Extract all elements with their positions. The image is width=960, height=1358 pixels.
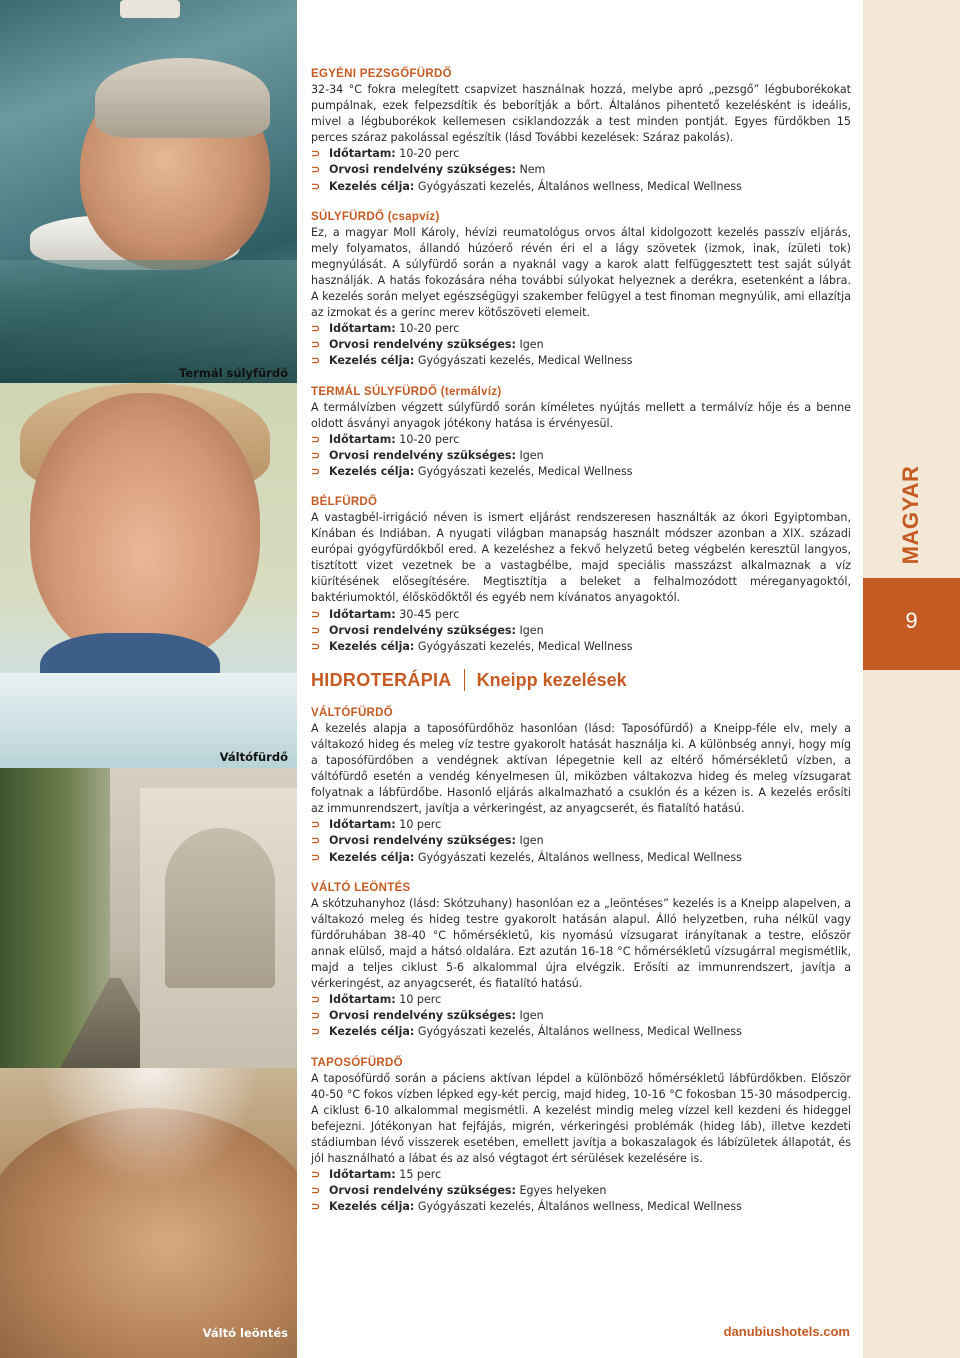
detail-value: Gyógyászati kezelés, Általános wellness, Medical Wellness (417, 850, 742, 864)
section-body: A vastagbél-irrigáció néven is ismert eljárást rendszeresen használták az ókori Egyiptomban, Kínában és Indiában. A nyugati világban manapság használt módszer azonban a XIX. századi európai gyógyfürdőkből ered. A kezeléshez a fekvő helyzetű beteg végbelén keresztül langyos, tisztított vizet vezetnek be a vastagbélbe, majd speciális masszázst alkalmaznak a víz kiürítésének elősegítésére. Megtisztítja a beleket a felhalmozódott méreganyagoktól, baktériumoktól, élősködőktől és egyéb nem kívánatos anyagoktól. (311, 510, 851, 605)
treatment-section (311, 66, 851, 195)
hydrotherapy-header (311, 669, 851, 691)
detail-label: Időtartam: (329, 432, 396, 446)
detail-value: 15 perc (399, 1168, 442, 1182)
section-title: SÚLYFÜRDŐ (csapvíz) (311, 210, 440, 223)
detail-item (311, 1008, 851, 1024)
detail-value: Igen (519, 448, 544, 462)
pool-water (0, 260, 297, 383)
detail-list (311, 432, 851, 480)
fountain-niche (165, 828, 275, 988)
detail-label: Időtartam: (329, 147, 396, 161)
bullet-arrow-icon: ⊃ (311, 607, 321, 621)
bullet-arrow-icon: ⊃ (311, 1200, 321, 1214)
detail-label: Orvosi rendelvény szükséges: (329, 834, 516, 848)
detail-value: 10-20 perc (399, 322, 460, 336)
detail-value: Gyógyászati kezelés, Medical Wellness (417, 354, 633, 368)
detail-label: Időtartam: (329, 1168, 396, 1182)
bullet-arrow-icon: ⊃ (311, 1009, 321, 1023)
section-title: TAPOSÓFÜRDŐ (311, 1056, 403, 1069)
detail-item (311, 1199, 851, 1215)
detail-label: Időtartam: (329, 322, 396, 336)
section-body: A taposófürdő során a páciens aktívan lépdel a különböző hőmérsékletű lábfürdőkben. Először 40-50 °C fokos vízben lépked egy-két percig, majd hideg, 10-16 °C fokosban 15-30 másodpercig. A ciklust 6-10 alkalommal megismétli. A kezelést mindig meleg vízzel kell kezdeni és hideggel befejezni. Jótékonyan hat fejfájás, migrén, vérkeringési problémák (hideg láb), illetve kezdeti stádiumban lévő visszerek esetében, emellett javítja a bokaszalagok és lábízületek állapotát, és jól használható a lábat és az alsó végtagot ért sérülések kezelésére is. (311, 1071, 851, 1165)
photo-caption: Váltó leöntés (202, 1326, 288, 1340)
water-spray (40, 1068, 260, 1188)
detail-item (311, 817, 851, 833)
bullet-arrow-icon: ⊃ (311, 1184, 321, 1198)
detail-value: Gyógyászati kezelés, Medical Wellness (417, 639, 633, 653)
detail-label: Kezelés célja: (329, 179, 415, 193)
detail-value: Igen (519, 834, 544, 848)
detail-item (311, 1183, 851, 1199)
detail-item (311, 337, 851, 353)
detail-item (311, 607, 851, 623)
detail-value: 30-45 perc (399, 607, 460, 621)
bullet-arrow-icon: ⊃ (311, 147, 321, 161)
detail-label: Kezelés célja: (329, 850, 415, 864)
section-body: A termálvízben végzett súlyfürdő során kíméletes nyújtás mellett a termálvíz hője és a benne oldott ásványi anyagok jótékony hatása is érvényesül. (311, 400, 851, 430)
detail-label: Kezelés célja: (329, 464, 415, 478)
woman-hair (95, 58, 270, 138)
section-body: 32-34 °C fokra melegített csapvizet használnak hozzá, melybe apró „pezsgő” légbuborékokat pumpálnak, ezek felpezsdítik és beborítják a bőrt. Általános pihentető kezelésként is ideális, mivel a légbuborékok kellemesen csiklandozzák a test minden pontját. Egyes fürdőkben 15 perces száraz pakolással egészítik (lásd További kezelések: Száraz pakolás). (311, 83, 851, 145)
detail-label: Kezelés célja: (329, 354, 415, 368)
title-divider (464, 669, 465, 691)
bullet-arrow-icon: ⊃ (311, 818, 321, 832)
detail-item (311, 432, 851, 448)
detail-label: Orvosi rendelvény szükséges: (329, 338, 516, 352)
language-text: MAGYAR (898, 465, 923, 565)
bullet-arrow-icon: ⊃ (311, 322, 321, 336)
bottom-sections (311, 705, 851, 1216)
photo-fountain (0, 768, 297, 1068)
detail-value: Igen (519, 623, 544, 637)
bullet-arrow-icon: ⊃ (311, 163, 321, 177)
detail-label: Orvosi rendelvény szükséges: (329, 1184, 516, 1198)
detail-value: Igen (519, 338, 544, 352)
bullet-arrow-icon: ⊃ (311, 1025, 321, 1039)
bullet-arrow-icon: ⊃ (311, 354, 321, 368)
detail-value: Nem (519, 163, 546, 177)
suspension-bar (120, 0, 180, 18)
detail-list (311, 607, 851, 655)
detail-value: Gyógyászati kezelés, Általános wellness, Medical Wellness (417, 1025, 742, 1039)
treatment-section (311, 494, 851, 655)
detail-item (311, 162, 851, 178)
footer-url[interactable]: danubiushotels.com (723, 1324, 850, 1339)
bullet-arrow-icon: ⊃ (311, 464, 321, 478)
detail-label: Kezelés célja: (329, 1025, 415, 1039)
bullet-arrow-icon: ⊃ (311, 1168, 321, 1182)
bullet-arrow-icon: ⊃ (311, 179, 321, 193)
detail-list (311, 321, 851, 369)
photo-alternating-bath (0, 383, 297, 768)
detail-list (311, 817, 851, 865)
detail-value: 10-20 perc (399, 147, 460, 161)
detail-item (311, 992, 851, 1008)
detail-label: Orvosi rendelvény szükséges: (329, 623, 516, 637)
detail-label: Orvosi rendelvény szükséges: (329, 1009, 516, 1023)
bullet-arrow-icon: ⊃ (311, 850, 321, 864)
photo-caption: Termál súlyfürdő (179, 366, 288, 380)
hydrotherapy-title: HIDROTERÁPIA (311, 669, 452, 690)
detail-value: 10 perc (399, 818, 442, 832)
section-title: EGYÉNI PEZSGŐFÜRDŐ (311, 68, 452, 80)
detail-item (311, 464, 851, 480)
detail-item (311, 448, 851, 464)
detail-label: Orvosi rendelvény szükséges: (329, 448, 516, 462)
bullet-arrow-icon: ⊃ (311, 639, 321, 653)
detail-value: Gyógyászati kezelés, Medical Wellness (417, 464, 633, 478)
treatment-section (311, 1055, 851, 1216)
detail-list (311, 146, 851, 194)
kneipp-subtitle: Kneipp kezelések (476, 669, 627, 690)
detail-value: Egyes helyeken (519, 1184, 607, 1198)
detail-value: Gyógyászati kezelés, Általános wellness, Medical Wellness (417, 1200, 742, 1214)
top-sections (311, 66, 851, 655)
detail-item (311, 146, 851, 162)
bullet-arrow-icon: ⊃ (311, 448, 321, 462)
treatment-section (311, 384, 851, 480)
bullet-arrow-icon: ⊃ (311, 623, 321, 637)
bullet-arrow-icon: ⊃ (311, 834, 321, 848)
sidebar (863, 0, 960, 1358)
photo-shower-back (0, 1068, 297, 1358)
section-title: VÁLTÓFÜRDŐ (311, 706, 394, 719)
detail-item (311, 353, 851, 369)
section-body: A kezelés alapja a taposófürdőhöz hasonlóan (lásd: Taposófürdő) a Kneipp-féle elv, mely a váltakozó hideg és meleg víz testre gyakorolt hatását használja ki. A különbség annyi, hogy míg a taposófürdőben a vendégnek aktívan lépegetnie kell az eltérő hőmérsékletű vízben, a váltófürdő esetén a vendég kényelmesen ül, miközben váltakozva hideg és meleg vízsugarat folyatnak a lábfürdőbe. Hasonló eljárás alkalmazható a csuklón és a kézen is. A kezelés erősíti az immunrendszert, javítja a vérkeringést, az anyagcserét, és fiatalító hatású. (311, 721, 851, 816)
detail-value: 10 perc (399, 993, 442, 1007)
detail-item (311, 179, 851, 195)
detail-label: Kezelés célja: (329, 1200, 415, 1214)
section-title: BÉLFÜRDŐ (311, 495, 378, 508)
bullet-arrow-icon: ⊃ (311, 993, 321, 1007)
detail-value: 10-20 perc (399, 432, 460, 446)
section-title: TERMÁL SÚLYFÜRDŐ (termálvíz) (311, 385, 502, 398)
detail-item (311, 321, 851, 337)
treatment-section (311, 880, 851, 1041)
treatment-section (311, 705, 851, 866)
detail-label: Időtartam: (329, 607, 396, 621)
woman-face (30, 393, 260, 663)
bullet-arrow-icon: ⊃ (311, 338, 321, 352)
detail-label: Időtartam: (329, 993, 396, 1007)
section-body: A skótzuhanyhoz (lásd: Skótzuhany) hasonlóan ez a „leöntéses” kezelés is a Kneipp alapelven, a váltakozó meleg és hideg testre gyakorolt hatásán alapul. Álló helyzetben, ruha nélkül vagy fürdőruhában 38-40 °C hőmérsékletű, kis nyomású vízsugarat irányítanak a testre, először annak elülső, majd a hátsó oldalára. Ezt azután 16-18 °C hőmérsékletű vízsugárral megismétlik, majd a teljes ciklust 5-6 alkalommal újra elvégzik. Erősíti az immunrendszert, javítja a vérkeringést, az anyagcserét, és fiatalító hatású. (311, 896, 851, 991)
detail-item (311, 623, 851, 639)
section-body: Ez, a magyar Moll Károly, hévízi reumatológus orvos által kidolgozott kezelés passzív eljárás, mely folyamatos, állandó húzóerő révén éri el a lágy szövetek (izmok, inak, ízületi tok) megnyúlását. A súlyfürdő során a nyaknál vagy a karok alatt felfüggesztett test saját súlyát használják. A hatás fokozására néha további súlyokat helyeznek a derékra, esetenként a lábra. A kezelés során melyet egészségügyi szakember felügyel a test finoman megnyúlik, ami ellazítja az izmokat és a gerinc merev kötőszöveti elemeit. (311, 225, 851, 320)
detail-label: Időtartam: (329, 818, 396, 832)
detail-item (311, 639, 851, 655)
photo-thermal-weight-bath (0, 0, 297, 383)
photo-column (0, 0, 297, 1358)
main-content (311, 66, 851, 1229)
detail-value: Igen (519, 1009, 544, 1023)
detail-list (311, 1167, 851, 1215)
detail-list (311, 992, 851, 1040)
detail-item (311, 833, 851, 849)
page-number-box (863, 578, 960, 670)
bullet-arrow-icon: ⊃ (311, 432, 321, 446)
section-title: VÁLTÓ LEÖNTÉS (311, 881, 411, 894)
photo-caption: Váltófürdő (219, 750, 288, 764)
treatment-section (311, 209, 851, 370)
detail-item (311, 850, 851, 866)
detail-item (311, 1024, 851, 1040)
detail-item (311, 1167, 851, 1183)
page-number: 9 (905, 608, 918, 633)
detail-label: Kezelés célja: (329, 639, 415, 653)
detail-value: Gyógyászati kezelés, Általános wellness, Medical Wellness (417, 179, 742, 193)
language-label (863, 445, 960, 585)
detail-label: Orvosi rendelvény szükséges: (329, 163, 516, 177)
